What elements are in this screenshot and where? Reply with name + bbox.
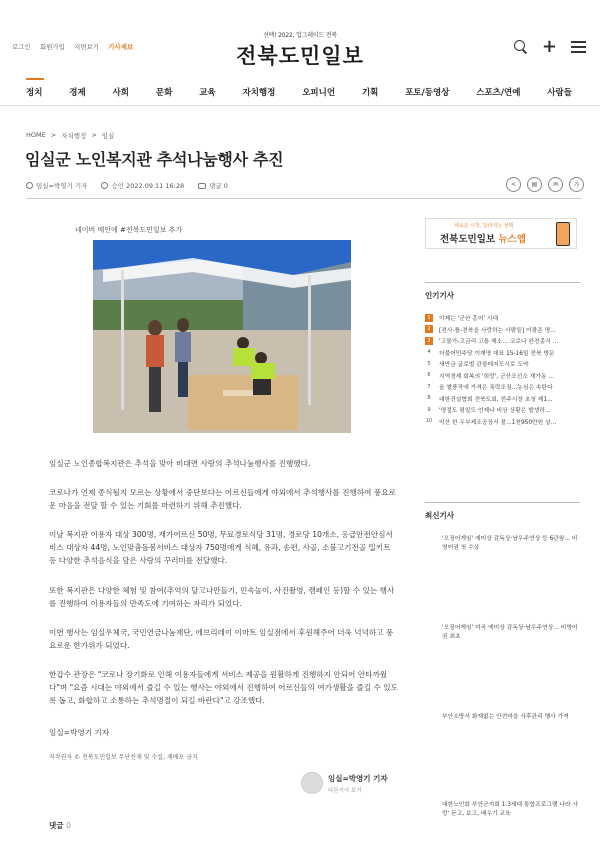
phone-icon <box>556 222 570 246</box>
rank-badge: 8 <box>427 395 431 402</box>
article-title: 임실군 노인복지관 추석나눔행사 추진 <box>25 150 284 169</box>
breadcrumb <box>26 131 114 140</box>
latest-item[interactable]: 부안소방서 화재없는 안전마을 사후관리 행사 가져 <box>442 714 569 720</box>
header-actions <box>514 36 586 57</box>
article-meta <box>26 181 228 190</box>
latest-heading: 최신기사 <box>425 502 580 521</box>
article-author: 임실=박영기 기자 <box>36 182 88 190</box>
main-nav <box>0 78 600 106</box>
article-paragraph: 이번 행사는 임실우체국, 국민연금나눔재단, 에브리데이 이마트 임실점에서 후원해주어 더욱 넉넉하고 풍요로운 한가위가 되었다. <box>49 628 394 650</box>
article-paragraph: 이날 복지관 이용자 대상 300명, 재가어르신 50명, 무료경로식당 31명, 경로당 10개소, 응급안전안심서비스 대상자 44명, 노인맞춤돌봄서비스 대상자 750명에게 식혜, 유과, 송편, 사골, 소불고기전골 밀키트 등 다양한 추석음식을 담은 사랑의 꾸러미를 전달했다. <box>49 530 393 565</box>
font-size-icon[interactable]: 가 <box>569 177 584 192</box>
comments-section-title <box>49 820 71 831</box>
nav-item-society[interactable]: 사회 <box>112 88 130 98</box>
breadcrumb-section[interactable]: 자치행정 <box>61 132 87 140</box>
popular-item-text: 익산 한 두부제조공장서 불...1천950만원 상... <box>439 419 557 426</box>
breadcrumb-home[interactable]: HOME <box>26 131 46 139</box>
popular-item-text: 이제는 '군산 홍어' 시대 <box>439 316 499 323</box>
user-icon <box>26 182 33 189</box>
nav-item-culture[interactable]: 문화 <box>155 88 173 98</box>
plus-icon[interactable]: + <box>541 36 557 57</box>
breadcrumb-subsection[interactable]: 임실 <box>101 132 115 140</box>
author-more-link[interactable]: 다른기사 보기 <box>328 787 362 794</box>
nav-item-education[interactable]: 교육 <box>199 88 216 98</box>
nav-item-opinion[interactable]: 오피니언 <box>302 88 336 98</box>
rank-badge: 6 <box>427 372 431 379</box>
email-icon[interactable]: ✉ <box>548 177 563 192</box>
ad-title: 전북도민일보 뉴스앱 <box>440 234 526 245</box>
article-paragraph: 또한 복지관은 다양한 체험 및 참여(추억의 달고나만들기, 민속놀이, 사진촬영, 캠페인 등)할 수 있는 행사를 진행하여 이용자들의 만족도에 기여하는 자리가 되었다. <box>49 586 395 608</box>
nav-item-local-admin[interactable]: 자치행정 <box>242 88 276 98</box>
rank-badge: 7 <box>427 383 431 390</box>
article-photo <box>93 240 351 433</box>
article-paragraph: 코로나가 언제 종식될지 모르는 상황에서 중단보다는 어르신들에게 야외에서 추석행사를 진행하여 풍요로운 마음을 전달 할 수 있는 기회를 마련하기 위해 추진했다. <box>49 488 396 510</box>
list-item[interactable] <box>425 370 580 382</box>
popular-item-text: '고물가-고금리 고통 해소... 코로나 완전종식 ... <box>439 339 559 346</box>
article-date: 승인 2022.09.11 16:28 <box>111 182 185 190</box>
copyright-notice: 저작권자 © 전북도민일보 무단전재 및 수집, 재배포 금지 <box>49 754 198 761</box>
nav-item-sports[interactable]: 스포츠/연예 <box>476 88 521 98</box>
title-divider <box>26 198 582 199</box>
login-link[interactable]: 로그인 <box>12 43 31 51</box>
share-icon[interactable]: < <box>506 177 521 192</box>
nav-item-economy[interactable]: 경제 <box>69 88 86 98</box>
popular-heading: 인기기사 <box>425 282 580 301</box>
breadcrumb-separator: > <box>91 131 97 139</box>
ad-tagline: 새로운 시작, 달라지는 선택 <box>454 223 514 229</box>
latest-item[interactable]: 대한노인회 부안군지회 1.3세대 통합프로그램 나라 사랑' 듣고, 보고, 배우기 교육 <box>442 802 579 817</box>
clock-icon <box>101 182 108 189</box>
article-comment-count[interactable]: 댓글 0 <box>209 182 228 190</box>
menu-icon[interactable] <box>571 41 586 53</box>
nav-item-photo-video[interactable]: 포토/동영상 <box>405 88 450 98</box>
popular-item-text: 지역경제 회복의 '희망', 군산조선소 재가동 ... <box>439 373 554 380</box>
list-item[interactable] <box>425 404 580 416</box>
list-item[interactable] <box>425 324 580 336</box>
latest-item[interactable]: '오징어게임' 예미상 감독상·남우주연상 등 6관왕... 비영어권 첫 수상 <box>442 536 578 551</box>
nav-item-feature[interactable]: 기획 <box>361 88 379 98</box>
article-paragraph: 임실군 노인종합복지관은 추석을 맞아 비대면 사랑의 추석나눔행사를 진행했다. <box>49 459 311 468</box>
signup-link[interactable]: 회원가입 <box>39 43 65 51</box>
event-photo-illustration <box>93 240 351 433</box>
popular-item-text: 올 쌀풍작에 가격은 폭락조짐...농심은 속탄다 <box>439 385 553 392</box>
rank-badge: 3 <box>425 337 433 345</box>
share-tools <box>506 177 584 192</box>
popular-list <box>425 312 580 427</box>
epaper-link[interactable]: 지면보기 <box>73 43 100 51</box>
list-item[interactable] <box>425 335 580 347</box>
author-card[interactable] <box>301 772 388 794</box>
list-item[interactable] <box>425 416 580 428</box>
list-item[interactable] <box>425 358 580 370</box>
popular-item-text: 새만금 글로벌 관광레저도시로 도약 <box>439 362 529 369</box>
article-paragraph: 한갑수 관장은 "코로나 장기화로 인해 이용자들에게 서비스 제공을 원활하게 진행하지 안되어 안타까웠다"며 "요즘 시대는 야외에서 즐길 수 있는 행사는 야외에서 진행하여 어르신들의 여가생활을 즐길 수 있도록 돕고, 화합하고 소통하는 추석명절이 되길 바란다"고 강조했다. <box>49 670 398 705</box>
logo-tagline: 선택! 2022, 업그레이드 전북 <box>263 32 337 39</box>
naver-subscribe-link[interactable]: 네이버 메인에 #전북도민일보 추가 <box>75 226 183 234</box>
article-byline: 임실=박영기 기자 <box>49 728 110 737</box>
popular-item-text: 더불어민주당 이재명 대표 15-16일 전북 방문 <box>439 350 555 357</box>
list-item[interactable] <box>425 393 580 405</box>
rank-badge: 9 <box>427 406 431 413</box>
rank-badge: 10 <box>425 418 433 425</box>
nav-item-politics[interactable]: 정치 <box>26 88 43 98</box>
avatar <box>301 772 323 794</box>
breadcrumb-separator: > <box>50 131 57 139</box>
nav-active-indicator <box>26 78 44 80</box>
app-banner-ad[interactable] <box>425 218 577 249</box>
rank-badge: 4 <box>427 349 431 356</box>
list-item[interactable] <box>425 381 580 393</box>
ad-app-label: 뉴스앱 <box>498 234 526 245</box>
comment-icon <box>198 183 206 189</box>
news-tip-link[interactable]: 기사제보 <box>108 43 134 51</box>
search-icon[interactable] <box>514 40 528 54</box>
author-card-name: 임실=박영기 기자 <box>328 773 388 783</box>
list-item[interactable] <box>425 312 580 324</box>
latest-item[interactable]: '오징어게임' 미국 에미상 감독상·남우주연상... 비영어권 최초 <box>442 625 578 640</box>
popular-item-text: 대한건설협회 전북도회, 전주시장 초청 제1... <box>439 396 553 403</box>
popular-item-text: [전사-틀-전북을 사랑하는 사람들] 이광준 명... <box>439 327 556 334</box>
rank-badge: 1 <box>425 314 433 322</box>
nav-item-people[interactable]: 사람들 <box>547 88 572 98</box>
comments-count: 0 <box>66 821 71 830</box>
rank-badge: 5 <box>427 360 431 367</box>
logo-name: 전북도민일보 <box>236 43 364 68</box>
popular-item-text: '명절도 평일도 언제나 비상 상황은 발생하... <box>439 408 551 415</box>
comments-label: 댓글 <box>49 821 64 830</box>
list-item[interactable] <box>425 347 580 359</box>
site-logo[interactable] <box>0 30 600 70</box>
print-icon[interactable]: ▤ <box>527 177 542 192</box>
rank-badge: 2 <box>425 325 433 333</box>
